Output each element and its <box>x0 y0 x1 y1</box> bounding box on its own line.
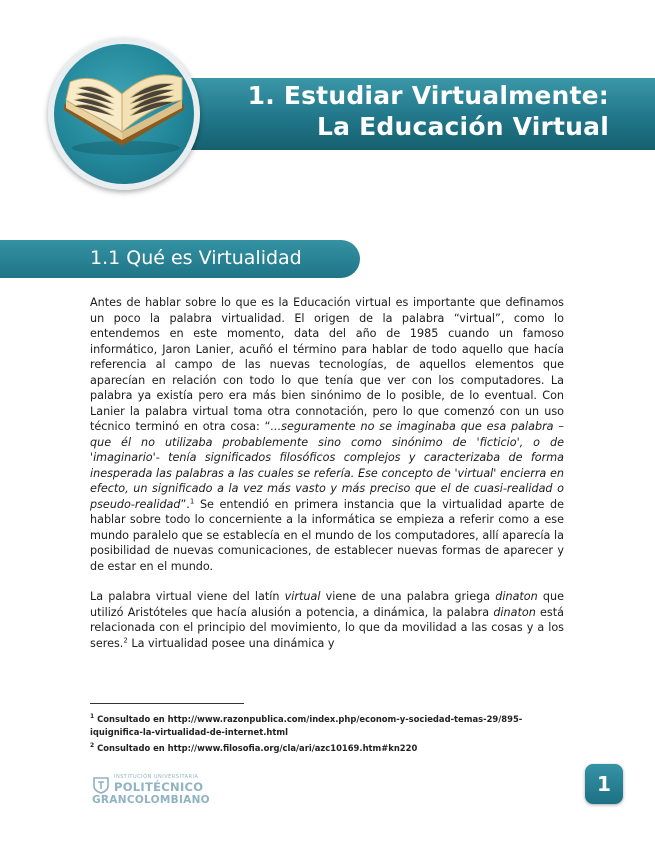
chapter-title-line-1: 1. Estudiar Virtualmente: <box>247 81 609 110</box>
logo-small-text: INSTITUCIÓN UNIVERSITARIA <box>114 774 199 780</box>
footnote <box>90 710 565 739</box>
logo-name-line-2: GRANCOLOMBIANO <box>92 794 210 806</box>
emphasis-text: dinaton <box>495 590 538 603</box>
paragraph-text: Se entendió en primera instancia que la virtualidad aparte de hablar sobre todo lo concerniente a la informática se empieza a referir como a ese mundo paralelo que se establecía en el mundo de los computadores, allí aparecía la posibilidad de nuevas comunicaciones, de establecer nuevas formas de aparecer y de estar en el mundo. <box>90 497 564 573</box>
paragraph <box>90 589 564 651</box>
paragraph-text: viene de una palabra griega <box>320 590 496 603</box>
emphasis-text: dinaton <box>493 605 536 619</box>
footnote-reference: 2 <box>123 635 128 644</box>
open-book-icon <box>58 60 190 160</box>
footnote-divider <box>90 703 244 704</box>
footnote <box>90 739 565 755</box>
footnote-text[interactable]: Consultado en http://www.filosofia.org/cla/ari/azc10169.htm#kn220 <box>97 742 418 753</box>
paragraph-text: que utilizó Aristóteles que hacía alusión a potencia, a dinámica, la palabra <box>90 590 565 619</box>
body-text <box>90 295 564 651</box>
chapter-title <box>248 80 609 142</box>
section-title: 1.1 Qué es Virtualidad <box>90 247 302 269</box>
paragraph-text: La virtualidad posee una dinámica y <box>127 636 335 650</box>
footnotes <box>90 710 565 755</box>
institution-logo <box>92 774 212 808</box>
chapter-title-line-2: La Educación Virtual <box>316 112 609 141</box>
footnote-text[interactable]: Consultado en http://www.razonpublica.com/index.php/econom-y-sociedad-temas-29/895-iquignifica-la-virtualidad-de-internet.html <box>90 713 523 737</box>
quoted-text: ...seguramente no se imaginaba que esa palabra –que él no utilizaba probablemente sino como sinónimo de 'ficticio', o de 'imaginario'- tenía significados filosóficos complejos y caracterizaba de forma inesperada las palabras a las cuales se refería. Ese concepto de 'virtual' encierra en efecto, un significado a la vez más vasto y más preciso que el de cuasi-realidad o pseudo-realidad <box>90 420 564 511</box>
footnote-reference: 1 <box>189 496 195 505</box>
paragraph-text: está relacionada con el principio del movimiento, lo que da movilidad a las cosas y a los seres. <box>90 605 564 650</box>
logo-name-line-1: POLITÉCNICO <box>114 780 204 794</box>
paragraph-text: ”. <box>180 497 190 511</box>
page-number: 1 <box>585 764 623 804</box>
emphasis-text: virtual <box>284 590 321 603</box>
institution-emblem-icon <box>92 776 110 794</box>
footnote-number: 2 <box>90 741 95 749</box>
footnote-number: 1 <box>90 713 95 720</box>
paragraph-text: Antes de hablar sobre lo que es la Educación virtual es importante que definamos un poco la palabra virtualidad. El origen de la palabra “virtual”, como lo entendemos en este momento, data del año de 1985 cuando un famoso informático, Jaron Lanier, acuñó el término para hablar de todo aquello que hacía referencia al campo de las nuevas tecnologías, de aquellos elementos que aparecían en relación con todo lo que tenía que ver con los computadores. La palabra ya existía pero era más bien sinónimo de lo posible, de lo eventual. Con Lanier la palabra virtual toma otra connotación, pero lo que comenzó con un uso técnico terminó en otra cosa: “ <box>90 296 564 433</box>
paragraph <box>90 295 564 574</box>
paragraph-text: La palabra virtual viene del latín <box>90 590 285 603</box>
